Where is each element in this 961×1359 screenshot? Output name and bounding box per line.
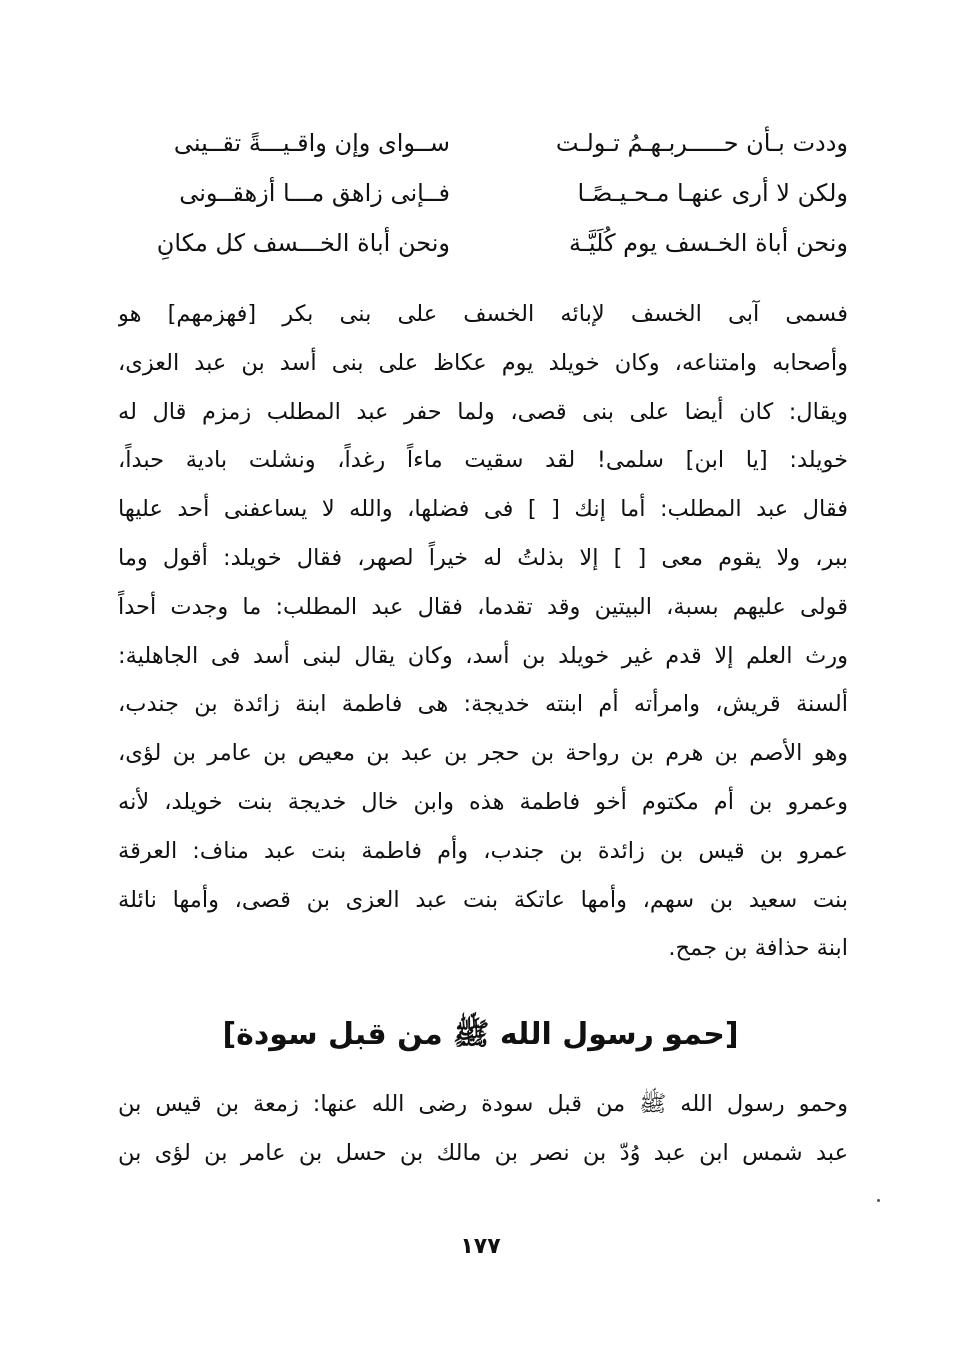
paragraph-line: وحمو رسول الله ﷺ من قبل سودة رضى الله عنها: زمعة بن قيس بن (118, 1091, 848, 1117)
section-paragraph (118, 1080, 848, 1178)
paragraph-line: وعمرو بن أم مكتوم أخو فاطمة هذه وابن خال خديجة بنت خويلد، لأنه (118, 788, 848, 815)
poem-verse (120, 168, 848, 218)
paragraph-line: فسمى آبى الخسف لإبائه الخسف على بنى بكر [فهزمهم] هو (118, 301, 848, 327)
paragraph-line: قولى عليهم بسبة، البيتين وقد تقدما، فقال عبد المطلب: ما وجدت أحداً (118, 593, 848, 620)
paragraph-line: عمرو بن قيس بن زائدة بن جندب، وأم فاطمة بنت عبد مناف: العرقة (118, 837, 848, 864)
poem-first-hemistich: وددت بـأن حـــــربـهـمُ تـولـت (555, 129, 848, 157)
poem-verse (120, 118, 848, 168)
poem-first-hemistich: ولكن لا أرى عنهـا مـحـيـصًـا (577, 179, 848, 207)
paragraph-line: فقال عبد المطلب: أما إنك [ ] فى فضلها، والله لا يساعفنى أحد عليها (118, 496, 848, 523)
paragraph-line: بنت سعيد بن سهم، وأمها عاتكة بنت عبد العزى بن قصى، وأمها نائلة (118, 886, 848, 913)
poem-block (120, 118, 848, 268)
paragraph-line: وأصحابه وامتناعه، وكان خويلد يوم عكاظ على بنى أسد بن عبد العزى، (118, 349, 848, 376)
scan-speck (877, 1199, 880, 1202)
paragraph-line: ابنة حذافة بن جمح. (668, 935, 848, 962)
poem-second-hemistich: ســواى وإن واقـيـــةً تقــينى (173, 129, 450, 157)
poem-first-hemistich: ونحن أباة الخـسف يوم كُلَيَّـة (569, 229, 848, 257)
poem-second-hemistich: فــإنى زاهق مـــا أزهقــونى (179, 179, 450, 207)
body-paragraph (118, 290, 848, 973)
page-number: ١٧٧ (460, 1234, 501, 1259)
paragraph-line: ويقال: كان أيضا على بنى قصى، ولما حفر عبد المطلب زمزم قال له (118, 398, 848, 425)
paragraph-line: ألسنة قريش، وامرأته أم ابنته خديجة: هى فاطمة ابنة زائدة بن جندب، (118, 691, 848, 718)
paragraph-line: خويلد: [يا ابن] سلمى! لقد سقيت ماءاً رغداً، ونشلت بادية حبداً، (118, 447, 848, 474)
paragraph-line: ورث العلم إلا قدم غير خويلد بن أسد، وكان يقال لبنى أسد فى الجاهلية: (118, 642, 848, 669)
poem-verse (120, 218, 848, 268)
paragraph-line: ببر، ولا يقوم معى [ ] إلا بذلتُ له خيراً لصهر، فقال خويلد: أقول وما (118, 544, 848, 571)
section-heading: [حمو رسول الله ﷺ من قبل سودة] (222, 1017, 739, 1052)
paragraph-line: عبد شمس ابن عبد وُدّ بن نصر بن مالك بن حسل بن عامر بن لؤى بن (118, 1139, 848, 1166)
poem-second-hemistich: ونحن أباة الخـــسف كل مكانِ (156, 229, 450, 257)
paragraph-line: وهو الأصم بن هرم بن رواحة بن حجر بن عبد بن معيص بن عامر بن لؤى، (118, 740, 848, 767)
